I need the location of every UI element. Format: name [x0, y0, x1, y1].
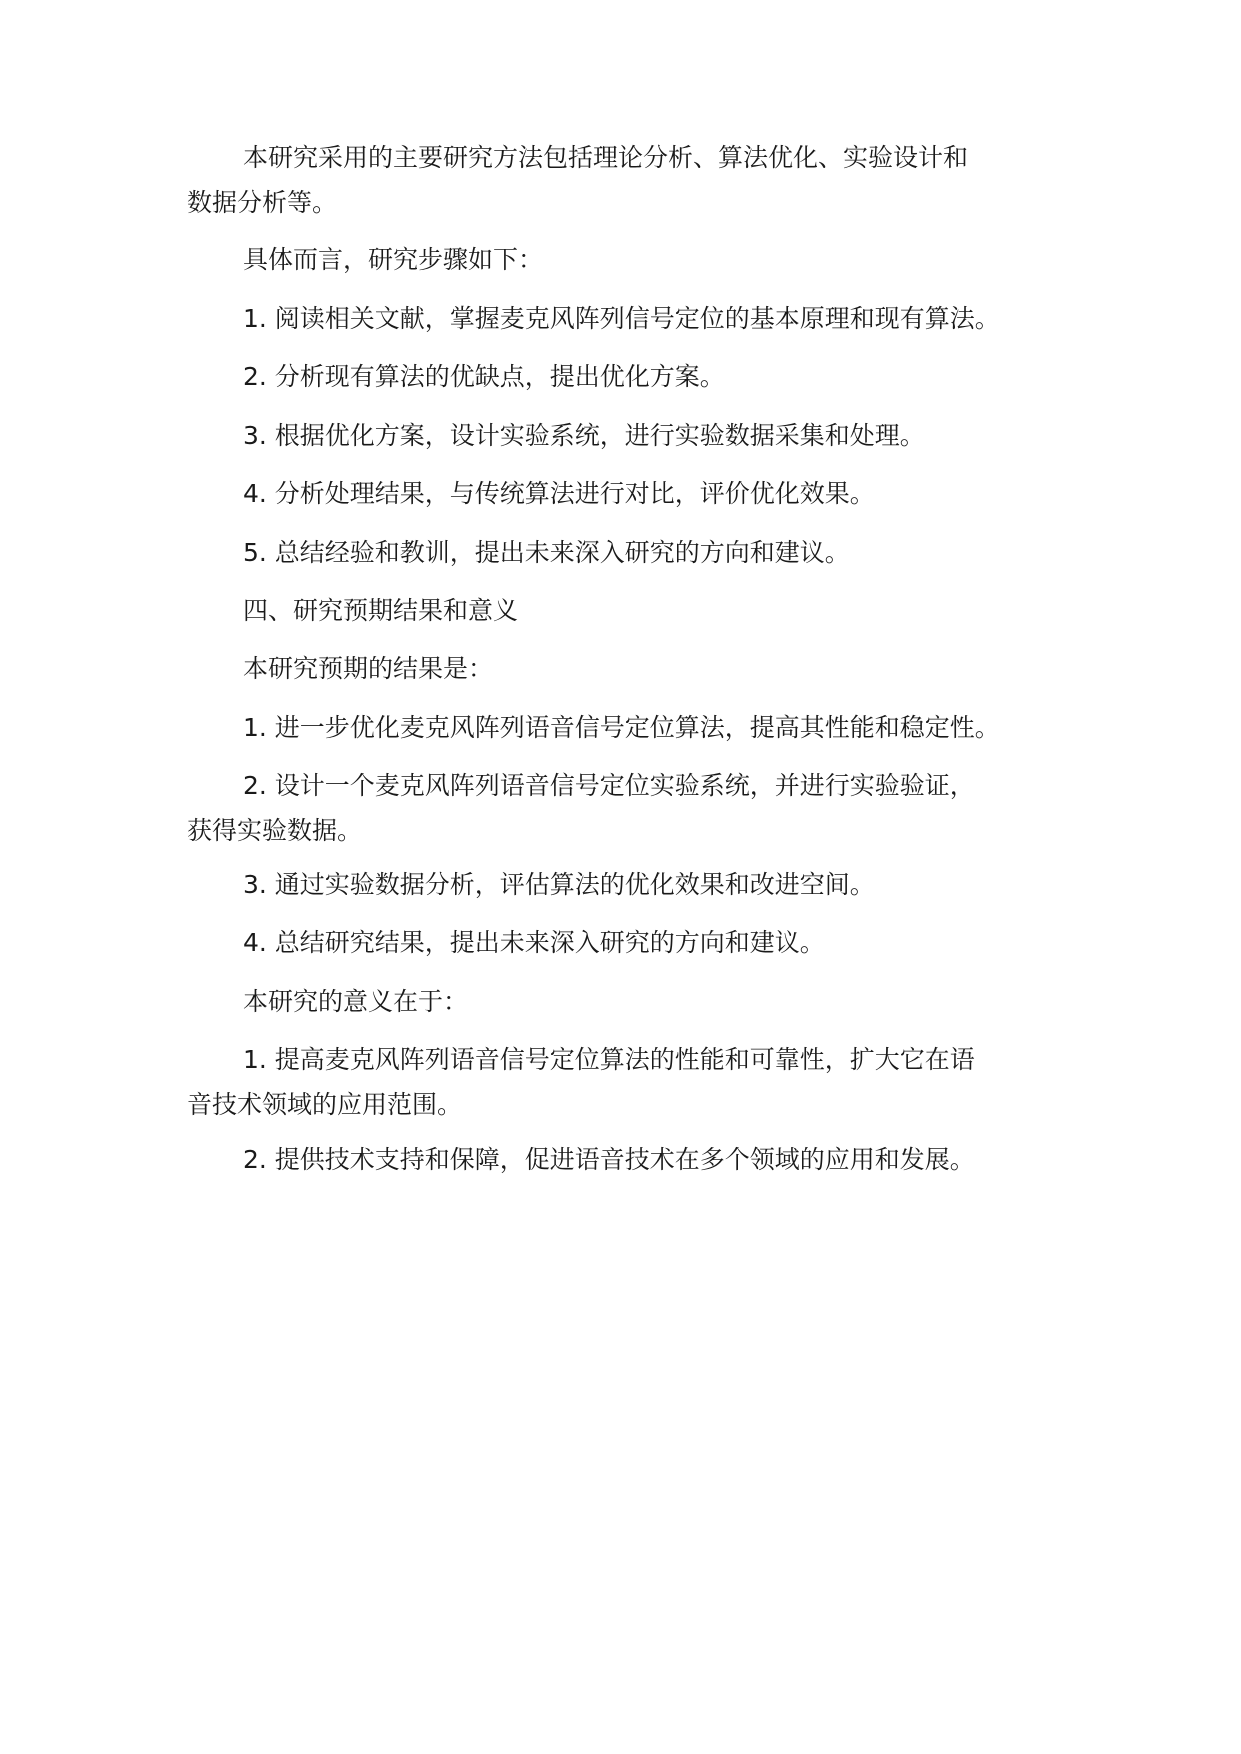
paragraph-line: 2. 设计一个麦克风阵列语音信号定位实验系统，并进行实验验证， [243, 771, 975, 800]
paragraph-line: 1. 进一步优化麦克风阵列语音信号定位算法，提高其性能和稳定性。 [243, 713, 1000, 742]
list-item-significance-1 [187, 1037, 1077, 1127]
paragraph-line: 音技术领域的应用范围。 [187, 1090, 463, 1119]
paragraph-line: 本研究的意义在于： [243, 987, 469, 1016]
paragraph-line: 4. 分析处理结果，与传统算法进行对比，评价优化效果。 [243, 479, 875, 508]
paragraph-line: 5. 总结经验和教训，提出未来深入研究的方向和建议。 [243, 538, 850, 567]
list-item-result-3 [187, 862, 1077, 907]
paragraph-line: 2. 提供技术支持和保障，促进语音技术在多个领域的应用和发展。 [243, 1145, 975, 1174]
paragraph-line: 4. 总结研究结果，提出未来深入研究的方向和建议。 [243, 928, 825, 957]
paragraph-line: 1. 提高麦克风阵列语音信号定位算法的性能和可靠性，扩大它在语 [243, 1045, 975, 1074]
list-item-step-1 [187, 296, 1077, 341]
paragraph-line: 数据分析等。 [187, 188, 338, 217]
paragraph-steps-intro [187, 237, 1077, 282]
paragraph-line: 具体而言，研究步骤如下： [243, 245, 544, 274]
paragraph-line: 1. 阅读相关文献，掌握麦克风阵列信号定位的基本原理和现有算法。 [243, 304, 1000, 333]
paragraph-line: 本研究采用的主要研究方法包括理论分析、算法优化、实验设计和 [243, 143, 969, 172]
paragraph-line: 四、研究预期结果和意义 [243, 596, 519, 625]
paragraph-line: 获得实验数据。 [187, 816, 363, 845]
paragraph-line: 3. 根据优化方案，设计实验系统，进行实验数据采集和处理。 [243, 421, 925, 450]
paragraph-research-methods [187, 135, 1077, 225]
list-item-significance-2 [187, 1137, 1077, 1182]
paragraph-line: 本研究预期的结果是： [243, 654, 494, 683]
list-item-step-3 [187, 413, 1077, 458]
paragraph-expected-results-intro [187, 646, 1077, 691]
section-heading [187, 588, 1077, 633]
paragraph-line: 2. 分析现有算法的优缺点，提出优化方案。 [243, 362, 725, 391]
paragraph-significance-intro [187, 979, 1077, 1024]
list-item-result-4 [187, 920, 1077, 965]
list-item-step-5 [187, 530, 1077, 575]
list-item-step-2 [187, 354, 1077, 399]
paragraph-line: 3. 通过实验数据分析，评估算法的优化效果和改进空间。 [243, 870, 875, 899]
list-item-result-1 [187, 705, 1077, 750]
list-item-step-4 [187, 471, 1077, 516]
list-item-result-2 [187, 763, 1077, 853]
